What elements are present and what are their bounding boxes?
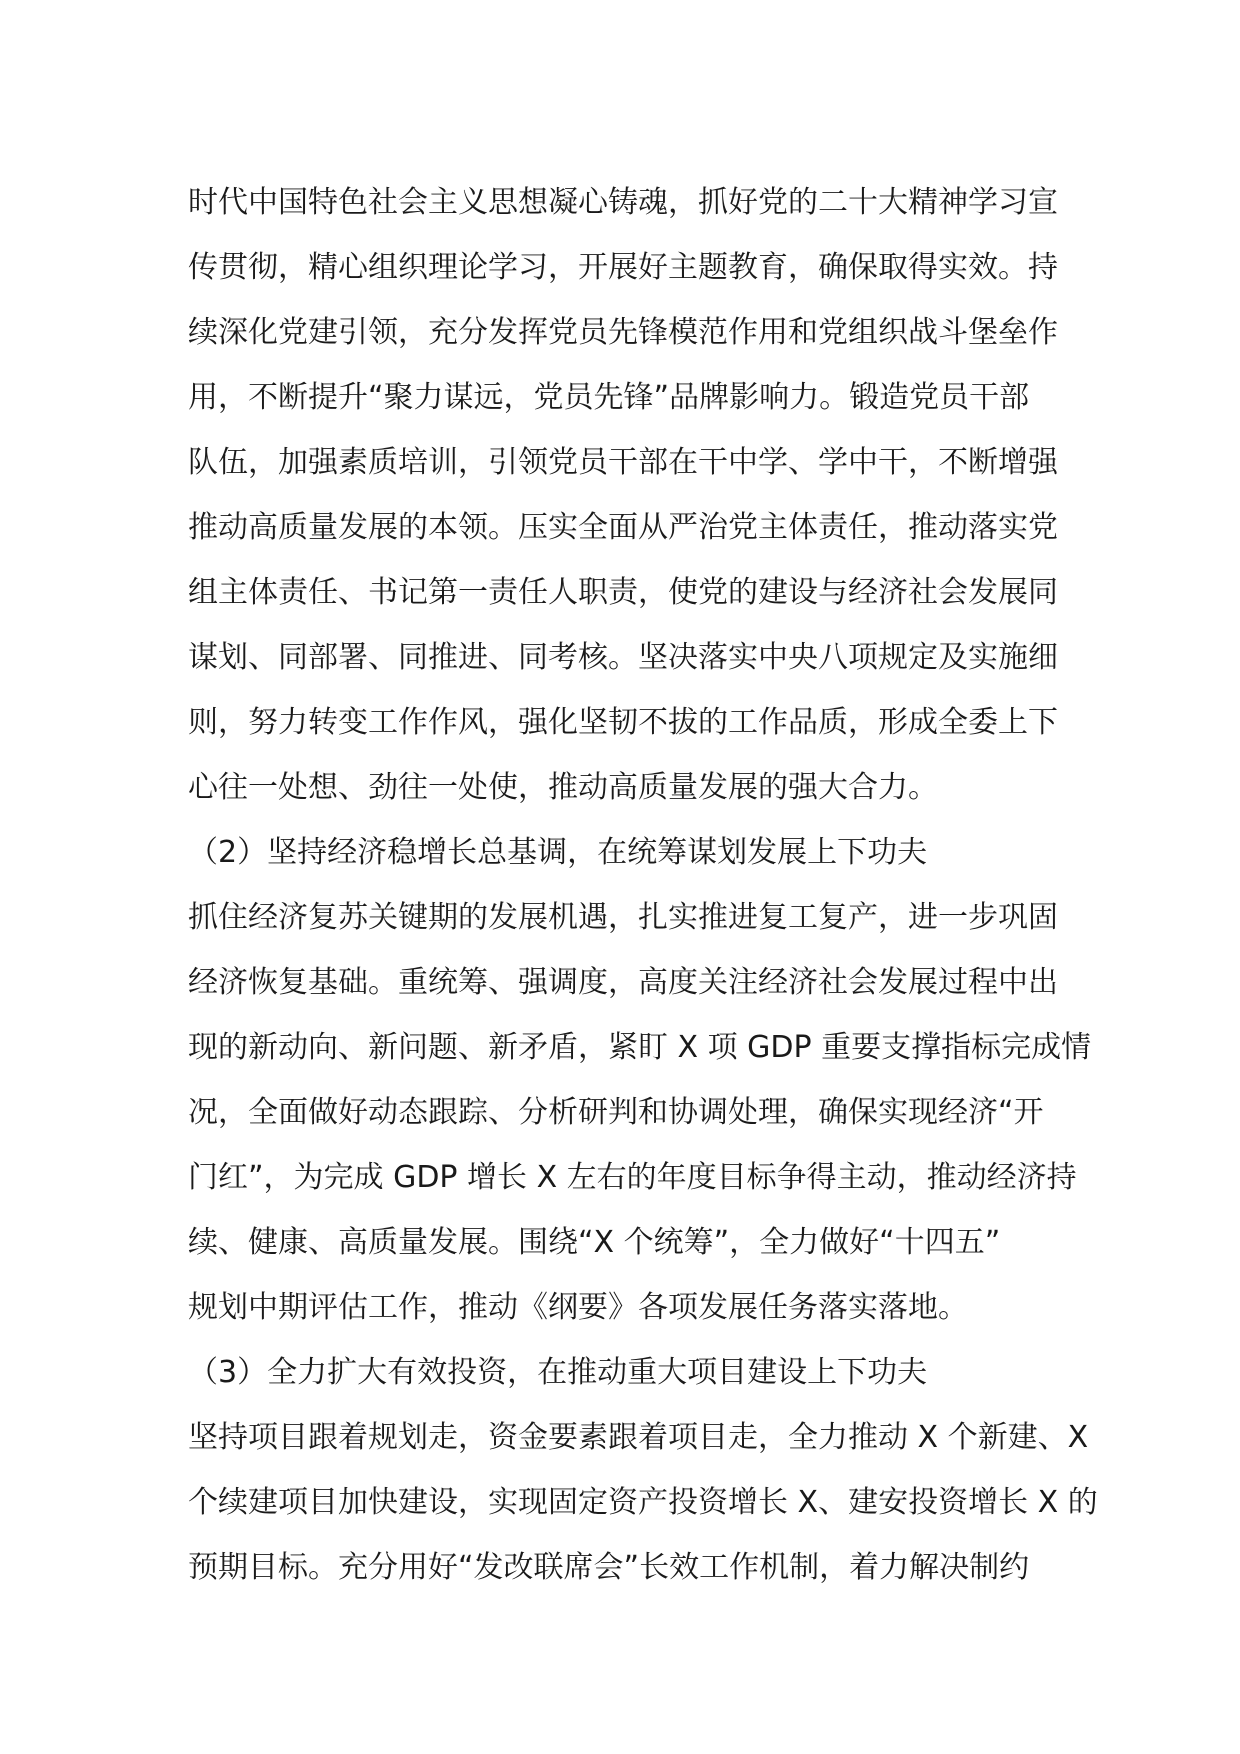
text-line: 现的新动向、新问题、新矛盾，紧盯 X 项 GDP 重要支撑指标完成情 <box>188 1030 1092 1065</box>
text-line: 坚持项目跟着规划走，资金要素跟着项目走，全力推动 X 个新建、X <box>188 1420 1089 1455</box>
document-body <box>188 170 1098 1600</box>
text-line: 抓住经济复苏关键期的发展机遇，扎实推进复工复产，进一步巩固 <box>188 900 1058 935</box>
text-line: 预期目标。充分用好“发改联席会”长效工作机制，着力解决制约 <box>188 1550 1030 1585</box>
text-line: 个续建项目加快建设，实现固定资产投资增长 X、建安投资增长 X 的 <box>188 1485 1098 1520</box>
text-line: 队伍，加强素质培训，引领党员干部在干中学、学中干，不断增强 <box>188 445 1058 480</box>
text-line: 时代中国特色社会主义思想凝心铸魂，抓好党的二十大精神学习宣 <box>188 185 1058 220</box>
text-line: 规划中期评估工作，推动《纲要》各项发展任务落实落地。 <box>188 1290 968 1325</box>
text-line: 心往一处想、劲往一处使，推动高质量发展的强大合力。 <box>188 770 938 805</box>
text-line: 况，全面做好动态跟踪、分析研判和协调处理，确保实现经济“开 <box>188 1095 1044 1130</box>
text-line: 则，努力转变工作作风，强化坚韧不拔的工作品质，形成全委上下 <box>188 705 1058 740</box>
section-heading: （2）坚持经济稳增长总基调，在统筹谋划发展上下功夫 <box>188 835 928 870</box>
text-line: 传贯彻，精心组织理论学习，开展好主题教育，确保取得实效。持 <box>188 250 1058 285</box>
section-heading: （3）全力扩大有效投资，在推动重大项目建设上下功夫 <box>188 1355 928 1390</box>
text-line: 续、健康、高质量发展。围绕“X 个统筹”，全力做好“十四五” <box>188 1225 1001 1260</box>
text-line: 门红”，为完成 GDP 增长 X 左右的年度目标争得主动，推动经济持 <box>188 1160 1077 1195</box>
text-line: 谋划、同部署、同推进、同考核。坚决落实中央八项规定及实施细 <box>188 640 1058 675</box>
text-line: 经济恢复基础。重统筹、强调度，高度关注经济社会发展过程中出 <box>188 965 1058 1000</box>
text-line: 用，不断提升“聚力谋远，党员先锋”品牌影响力。锻造党员干部 <box>188 380 1030 415</box>
text-line: 续深化党建引领，充分发挥党员先锋模范作用和党组织战斗堡垒作 <box>188 315 1058 350</box>
text-line: 推动高质量发展的本领。压实全面从严治党主体责任，推动落实党 <box>188 510 1058 545</box>
text-line: 组主体责任、书记第一责任人职责，使党的建设与经济社会发展同 <box>188 575 1058 610</box>
